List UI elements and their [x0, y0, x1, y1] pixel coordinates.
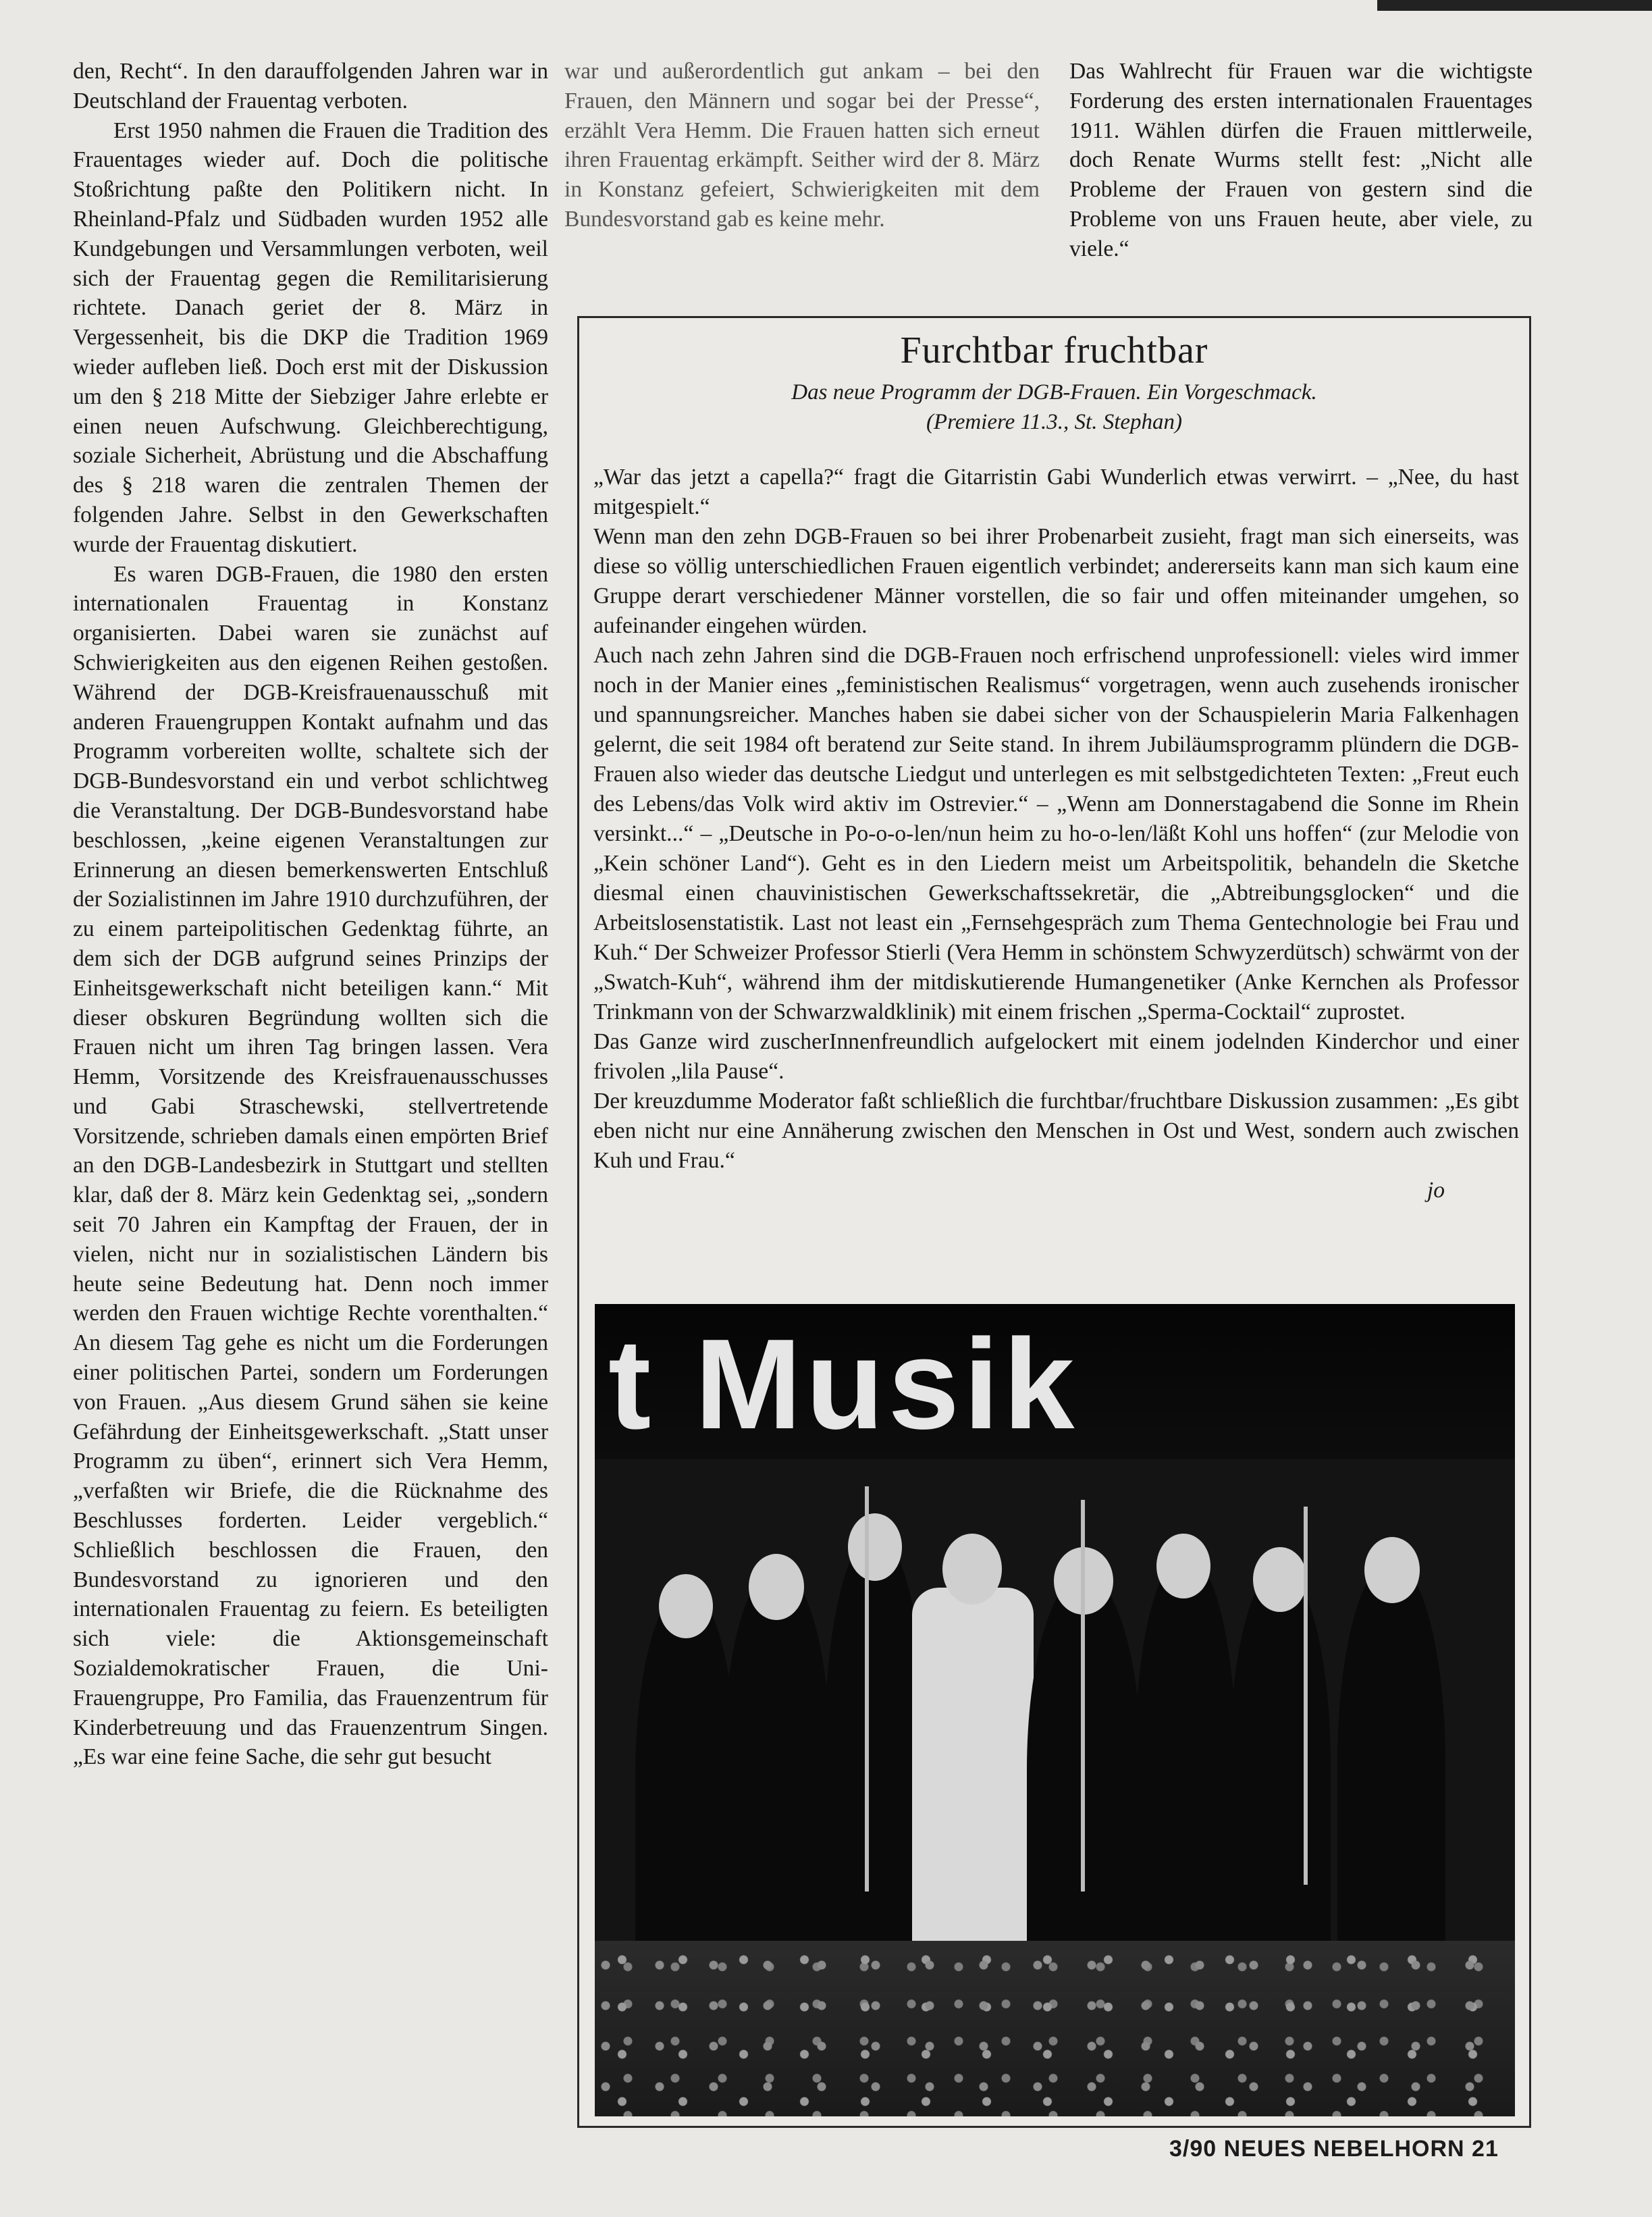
article-column-2	[564, 57, 1040, 234]
performer-7	[1229, 1567, 1331, 1966]
performer-6-face	[1156, 1534, 1210, 1598]
box-paragraph-5: Der kreuzdumme Moderator faßt schließlich die furchtbar/fruchtbare Diskussion zusammen: „Es gibt eben nicht nur eine Annäherung zwischen den Menschen in Ost und West, sondern auch zwischen Kuh und Frau.“	[593, 1089, 1519, 1173]
performer-3	[824, 1534, 926, 1966]
article-column-3	[1069, 57, 1533, 264]
stage-banner	[595, 1304, 1515, 1459]
issue-number: 3/90	[1169, 2136, 1217, 2162]
article-column-1	[73, 57, 548, 1772]
column1-paragraph-3: Es waren DGB-Frauen, die 1980 den ersten internationalen Frauentag in Konstanz organisierten. Dabei waren sie zunächst auf Schwierigkeiten aus den eigenen Reihen gestoßen. Während der DGB-Kreisfrauenausschuß mit anderen Frauengruppen Kontakt aufnahm und das Programm vorbereiten wollte, schaltete sich der DGB-Bundesvorstand ein und verbot schlichtweg die Veranstaltung. Der DGB-Bundesvorstand habe beschlossen, „keine eigenen Veranstaltungen zur Erinnerung an diesen bemerkenswerten Entschluß der Sozialistinnen im Jahre 1910 durchzuführen, der zu einem parteipolitischen Gedenktag führte, an dem sich der DGB aufgrund seines Prinzips der Einheitsgewerkschaft nicht beteiligen kann.“ Mit dieser obskuren Begründung wollten sich die Frauen nicht um ihren Tag bringen lassen. Vera Hemm, Vorsitzende des Kreisfrauenausschusses und Gabi Straschewski, stellvertretende Vorsitzende, schrieben damals einen empörten Brief an den DGB-Landesbezirk in Stuttgart und stellten klar, daß der 8. März kein Gedenktag sei, „sondern seit 70 Jahren ein Kampftag der Frauen, der in vielen, nicht nur in sozialistischen Ländern bis heute seine Bedeutung hat. Denn noch immer werden den Frauen wichtige Rechte vorenthalten.“ An diesem Tag gehe es nicht um die Forderungen einer politischen Partei, sondern um Forderungen von Frauen. „Aus diesem Grund sähen sie keine Gefährdung der Einheitsgewerkschaft. „Statt unser Programm zu üben“, erinnert sich Vera Hemm, „verfaßten wir Briefe, die die Rücknahme des Beschlusses forderten. Leider vergeblich.“ Schließlich beschlossen die Frauen, den Bundesvorstand zu ignorieren und den internationalen Frauentag zu feiern. Es beteiligten sich viele: die Aktionsgemeinschaft Sozialdemokratischer Frauen, die Uni-Frauengruppe, Pro Familia, das Frauenzentrum für Kinderbetreuung und das Frauenzentrum Singen. „Es war eine feine Sache, die sehr gut besucht	[73, 561, 548, 1770]
stage-banner-text: t Musik	[608, 1313, 1079, 1456]
performer-8	[1337, 1561, 1445, 1966]
performer-3-face	[848, 1513, 902, 1581]
box-subtitle-line-1: Das neue Programm der DGB-Frauen. Ein Vorgeschmack.	[791, 380, 1317, 405]
performer-6	[1135, 1554, 1236, 1966]
box-paragraph-3: Auch nach zehn Jahren sind die DGB-Frauen noch erfrischend unprofessionell: vieles wird immer noch in der Manier eines „feministischen Realismus“ vorgetragen, wenn auch zusehends ironischer und spannungsreicher. Manches haben sie dabei sicher von der Schauspielerin Maria Falkenhagen gelernt, die seit 1984 oft beratend zur Seite stand. In ihrem Jubiläumsprogramm plündern die DGB-Frauen also wieder das deutsche Liedgut und unterlegen es mit selbstgedichteten Texten: „Freut euch des Lebens/das Volk wird aktiv im Ostrevier.“ – „Wenn am Donnerstagabend die Sonne im Rhein versinkt...“ – „Deutsche in Po-o-o-len/nun heim zu ho-o-len/läßt Kohl uns hoffen“ (zur Melodie von „Kein schöner Land“). Geht es in den Liedern meist um Arbeitspolitik, behandeln die Sketche diesmal einen chauvinistischen Gewerkschaftssekretär, die „Abtreibungsglocken“ und die Arbeitslosenstatistik. Last not least ein „Fernsehgespräch zum Thema Gentechnologie bei Frau und Kuh.“ Der Schweizer Professor Stierli (Vera Hemm in schönstem Schwyzerdütsch) schwärmt von der „Swatch-Kuh“, während ihm der mitdiskutierende Humangenetiker (Anke Kernchen als Professor Trinkmann von der Schwarzwaldklinik) mit einem frischen „Sperma-Cocktail“ zuprostet.	[593, 643, 1519, 1024]
box-paragraph-2: Wenn man den zehn DGB-Frauen so bei ihrer Probenarbeit zusieht, fragt man sich einerseits, was diese so völlig unterschiedlichen Frauen eigentlich verbindet; andererseits kann man sich kaum eine Gruppe derart verschiedener Männer vorstellen, die so fair und offen miteinander umgehen, so aufeinander eingehen würden.	[593, 524, 1519, 638]
performer-8-face	[1364, 1537, 1420, 1603]
performer-4-coat	[912, 1588, 1034, 1966]
microphone-stand-3	[1304, 1507, 1308, 1885]
box-paragraph-4: Das Ganze wird zuscherInnenfreundlich aufgelockert mit einem jodelnden Kinderchor und einer frivolen „lila Pause“.	[593, 1029, 1519, 1084]
author-signature: jo	[1427, 1178, 1445, 1203]
microphone-stand-1	[865, 1486, 869, 1892]
stage-photo	[595, 1304, 1515, 2116]
performer-1-face	[659, 1574, 713, 1638]
review-sidebar-box	[577, 316, 1531, 2128]
column2-paragraph-1: war und außerordentlich gut ankam – bei den Frauen, den Männern und sogar bei der Presse“, erzählt Vera Hemm. Die Frauen hatten sich erneut ihren Frauentag erkämpft. Seither wird der 8. März in Konstanz gefeiert, Schwierigkeiten mit dem Bundesvorstand gab es keine mehr.	[564, 59, 1040, 232]
top-edge-rule	[1377, 0, 1652, 11]
page-number: 21	[1472, 2136, 1499, 2162]
performer-4-face	[942, 1534, 1002, 1605]
box-subtitle	[579, 377, 1529, 437]
column1-paragraph-2: Erst 1950 nahmen die Frauen die Tradition des Frauentages wieder auf. Doch die politische Stoßrichtung paßte den Politikern nicht. In Rheinland-Pfalz und Südbaden wurden 1952 alle Kundgebungen und Versammlungen verboten, weil sich der Frauentag gegen die Remilitarisierung richtete. Danach geriet der 8. März in Vergessenheit, bis die DKP die Tradition 1969 wieder aufleben ließ. Doch erst mit der Diskussion um den § 218 Mitte der Siebziger Jahre erlebte er einen neuen Aufschwung. Gleichberechtigung, soziale Sicherheit, Abrüstung und die Abschaffung des § 218 waren die zentralen Themen der folgenden Jahre. Selbst in den Gewerkschaften wurde der Frauentag diskutiert.	[73, 118, 548, 557]
magazine-name: NEUES NEBELHORN	[1223, 2136, 1465, 2162]
performer-1	[635, 1588, 737, 1966]
column3-paragraph-1: Das Wahlrecht für Frauen war die wichtigste Forderung des ersten internationalen Frauentages 1911. Wählen dürfen die Frauen mittlerweile, doch Renate Wurms stellt fest: „Nicht alle Probleme der Frauen von gestern sind die Probleme von uns Frauen heute, aber viele, zu viele.“	[1069, 59, 1533, 261]
column1-paragraph-1: den, Recht“. In den darauffolgenden Jahren war in Deutschland der Frauentag verboten.	[73, 59, 548, 113]
performer-7-face	[1253, 1547, 1307, 1612]
box-subtitle-line-2: (Premiere 11.3., St. Stephan)	[926, 410, 1183, 434]
box-body	[593, 463, 1519, 1205]
microphone-stand-2	[1081, 1500, 1085, 1892]
box-paragraph-1: „War das jetzt a capella?“ fragt die Gitarristin Gabi Wunderlich etwas verwirrt. – „Nee, du hast mitgespielt.“	[593, 465, 1519, 519]
page-footer	[1169, 2136, 1499, 2162]
performer-2-face	[749, 1554, 804, 1620]
box-title: Furchtbar fruchtbar	[900, 330, 1208, 371]
flowers-foreground	[595, 1941, 1515, 2116]
performer-2	[723, 1567, 831, 1966]
